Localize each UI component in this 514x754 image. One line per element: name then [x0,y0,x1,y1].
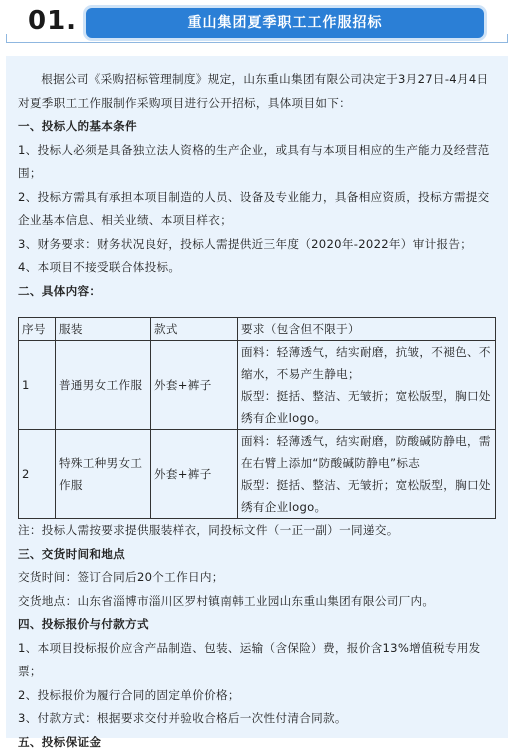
intro-paragraph: 根据公司《采购招标管理制度》规定，山东重山集团有限公司决定于3月27日-4月4日对夏季职工工作服制作采购项目进行公开招标，具体项目如下： [18,68,500,115]
table-row [19,430,496,519]
table-cell-item: 普通男女工作服 [56,341,151,430]
table-header-cell: 款式 [151,318,238,341]
delivery-time: 交货时间：签订合同后20个工作日内； [18,566,500,590]
article-body [18,68,500,754]
table-cell-item: 特殊工种男女工作服 [56,430,151,519]
section1-heading: 一、投标人的基本条件 [18,115,500,139]
section-number: 01. [28,6,77,36]
requirement-fabric: 面料：轻薄透气，结实耐磨，防酸碱防静电，需在右臂上添加“防酸碱防静电”标志 [241,430,492,474]
table-cell-style: 外套+裤子 [151,430,238,519]
header-title: 重山集团夏季职工工作服招标 [188,15,383,31]
table-header-row [19,318,496,341]
header-title-banner [86,8,484,38]
spacer [18,303,500,317]
table-cell-no: 1 [19,341,56,430]
section-header [0,0,514,52]
header-rule-right [507,34,508,42]
requirement-fit: 版型：挺括、整洁、无皱折；宽松版型，胸口处绣有企业logo。 [241,474,492,518]
section1-item: 3、财务要求：财务状况良好，投标人需提供近三年度（2020年-2022年）审计报告； [18,233,500,257]
table-row [19,341,496,430]
header-rule-left [6,34,7,42]
requirement-fit: 版型：挺括、整洁、无皱折；宽松版型，胸口处绣有企业logo。 [241,385,492,429]
table-cell-requirement [238,341,496,430]
table-header-cell: 要求（包含但不限于） [238,318,496,341]
section4-heading: 四、投标报价与付款方式 [18,613,500,637]
section2-heading: 二、具体内容： [18,280,500,304]
section1-item: 2、投标方需具有承担本项目制造的人员、设备及专业能力，具备相应资质，投标方需提交企业基本信息、相关业绩、本项目样衣； [18,186,500,233]
content-panel [6,56,508,738]
section3-heading: 三、交货时间和地点 [18,543,500,567]
table-header-cell: 序号 [19,318,56,341]
table-note: 注：投标人需按要求提供服装样衣，同投标文件（一正一副）一同递交。 [18,519,500,543]
table-cell-no: 2 [19,430,56,519]
section1-item: 4、本项目不接受联合体投标。 [18,256,500,280]
delivery-place: 交货地点：山东省淄博市淄川区罗村镇南韩工业园山东重山集团有限公司厂内。 [18,590,500,614]
section4-item: 1、本项目投标报价应含产品制造、包装、运输（含保险）费，报价含13%增值税专用发票； [18,637,500,684]
section4-item: 3、付款方式：根据要求交付并验收合格后一次性付清合同款。 [18,707,500,731]
requirements-table [18,317,496,519]
section1-item: 1、投标人必须是具备独立法人资格的生产企业，或具有与本项目相应的生产能力及经营范围； [18,139,500,186]
section5-heading: 五、投标保证金 [18,731,500,754]
requirement-fabric: 面料：轻薄透气，结实耐磨，抗皱，不褪色、不缩水，不易产生静电； [241,341,492,385]
section4-item: 2、投标报价为履行合同的固定单价价格； [18,684,500,708]
header-rule [6,42,508,43]
table-cell-requirement [238,430,496,519]
table-cell-style: 外套+裤子 [151,341,238,430]
table-header-cell: 服装 [56,318,151,341]
